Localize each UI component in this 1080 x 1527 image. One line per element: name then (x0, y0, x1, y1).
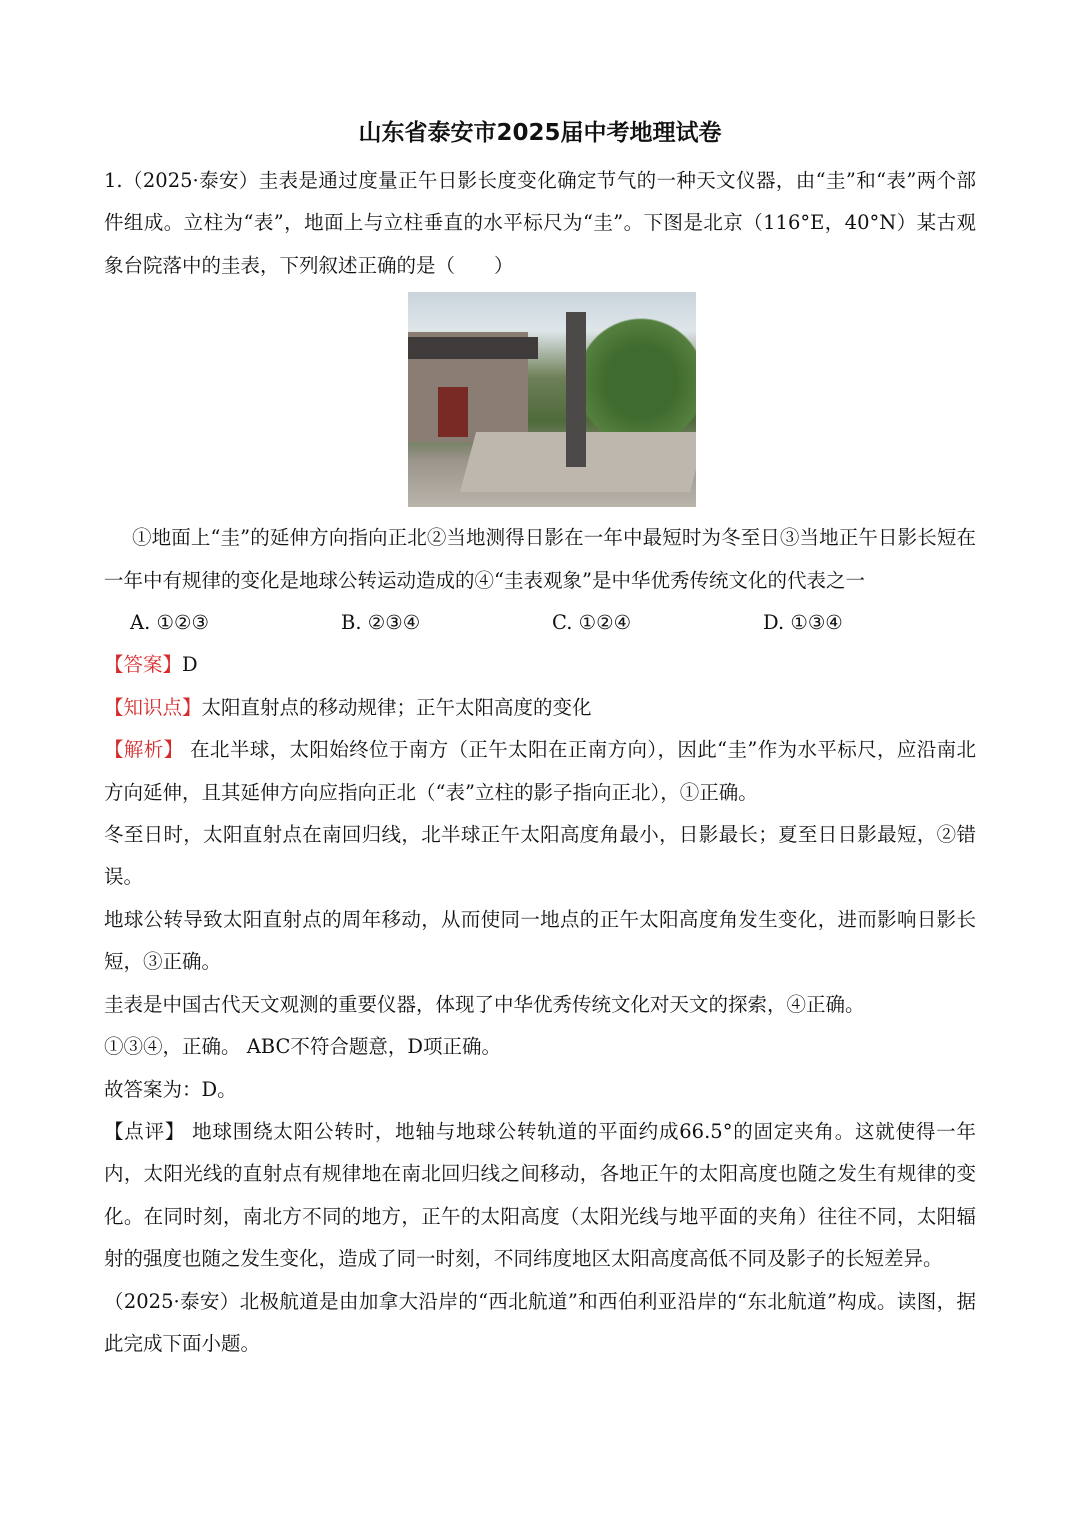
analysis-paragraph: 地球公转导致太阳直射点的周年移动，从而使同一地点的正午太阳高度角发生变化，进而影响日影长短，③正确。 (104, 907, 976, 974)
option-a: A. ①②③ (130, 611, 209, 635)
comment-line (104, 1111, 976, 1281)
question-2-stem: （2025·泰安）北极航道是由加拿大沿岸的“西北航道”和西伯利亚沿岸的“东北航道”构成。读图，据此完成下面小题。 (104, 1289, 976, 1355)
comment-text: 地球围绕太阳公转时，地轴与地球公转轨道的平面约成66.5°的固定夹角。这就使得一年内，太阳光线的直射点有规律地在南北回归线之间移动，各地正午的太阳高度也随之发生有规律的变化。在同时刻，南北方不同的地方，正午的太阳高度（太阳光线与地平面的夹角）往往不同，太阳辐射的强度也随之发生变化，造成了同一时刻，不同纬度地区太阳高度高低不同及影子的长短差异。 (104, 1119, 976, 1271)
answer-label: 【答案】 (104, 653, 183, 677)
question-1-stem: 1.（2025·泰安）圭表是通过度量正午日影长度变化确定节气的一种天文仪器，由“圭”和“表”两个部件组成。立柱为“表”，地面上与立柱垂直的水平标尺为“圭”。下图是北京（116°E，40°N）某古观象台院落中的圭表，下列叙述正确的是（ ） (104, 169, 976, 277)
answer-value: D (182, 653, 198, 677)
knowledge-line (104, 687, 976, 729)
knowledge-value: 太阳直射点的移动规律；正午太阳高度的变化 (201, 695, 592, 719)
question-1-statements: ①地面上“圭”的延伸方向指向正北②当地测得日影在一年中最短时为冬至日③当地正午日影长短在一年中有规律的变化是地球公转运动造成的④“圭表观象”是中华优秀传统文化的代表之一 (104, 526, 976, 592)
document-body (104, 160, 976, 1365)
option-c: C. ①②④ (552, 611, 632, 635)
analysis-label: 【解析】 (104, 738, 184, 762)
option-d: D. ①③④ (763, 611, 843, 635)
analysis-paragraph: 圭表是中国古代天文观测的重要仪器，体现了中华优秀传统文化对天文的探索，④正确。 (104, 992, 865, 1016)
page-title: 山东省泰安市2025届中考地理试卷 (358, 120, 722, 146)
guibiao-photo (408, 292, 696, 507)
analysis-paragraph: 故答案为：D。 (104, 1077, 237, 1101)
answer-line (104, 644, 976, 686)
option-b: B. ②③④ (341, 611, 421, 635)
analysis-paragraph: ①③④，正确。 ABC不符合题意，D项正确。 (104, 1035, 502, 1059)
analysis-text: 在北半球，太阳始终位于南方（正午太阳在正南方向），因此“圭”作为水平标尺，应沿南北方向延伸，且其延伸方向应指向正北（“表”立柱的影子指向正北），①正确。 (104, 738, 976, 804)
analysis-paragraph: 冬至日时，太阳直射点在南回归线，北半球正午太阳高度角最小，日影最长；夏至日日影最短，②错误。 (104, 823, 976, 889)
question-1-options (104, 602, 976, 644)
comment-label: 【点评】 (104, 1119, 186, 1143)
analysis-line (104, 729, 976, 814)
knowledge-label: 【知识点】 (104, 695, 202, 719)
